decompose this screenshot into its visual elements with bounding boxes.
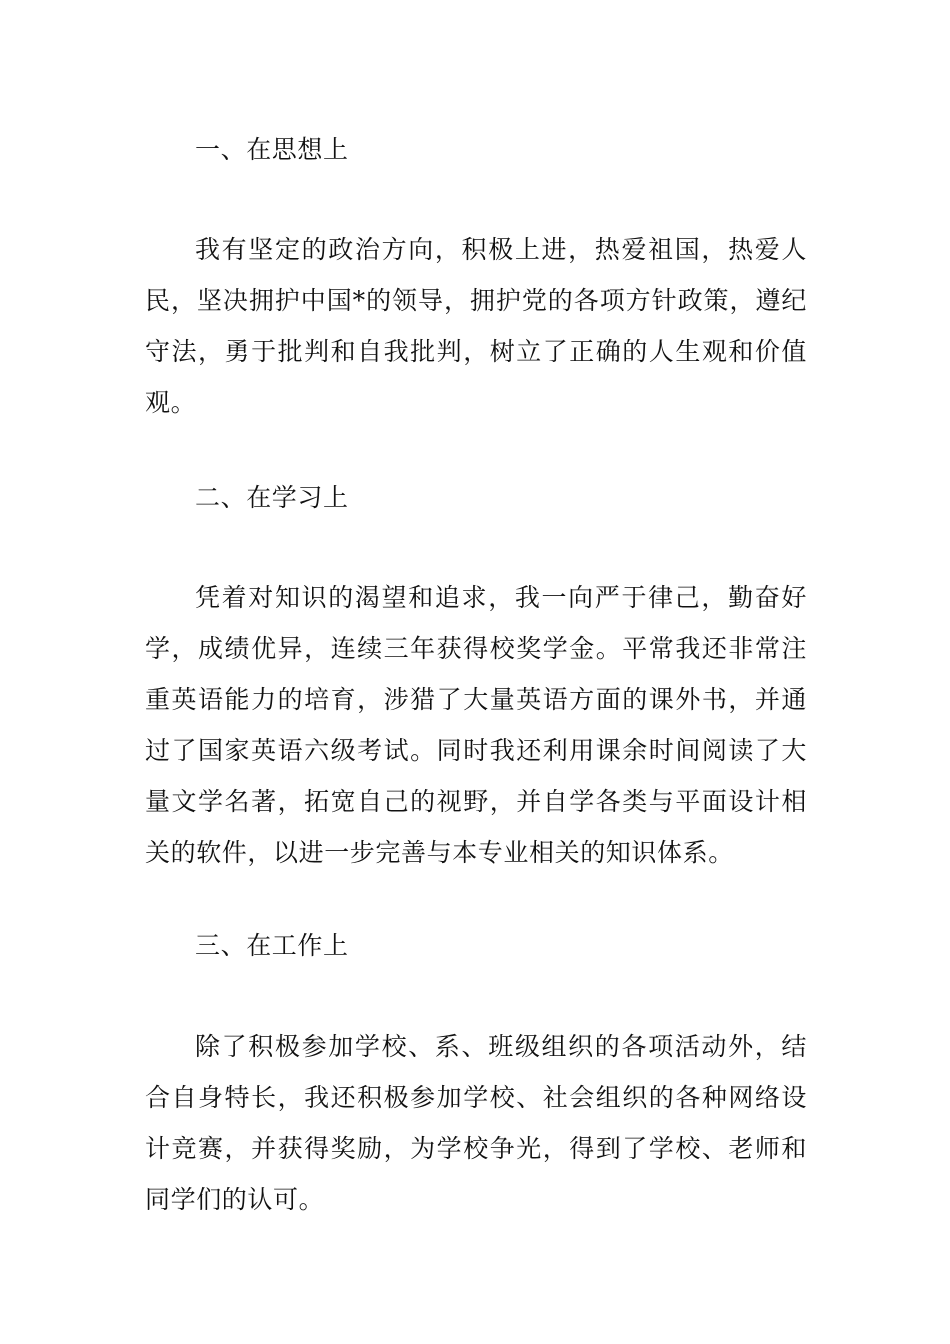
paragraph-study: 凭着对知识的渴望和追求，我一向严于律己，勤奋好学，成绩优异，连续三年获得校奖学金。平常我还非常注重英语能力的培育，涉猎了大量英语方面的课外书，并通过了国家英语六级考试。同时我还利用课余时间阅读了大量文学名著，拓宽自己的视野，并自学各类与平面设计相关的软件，以进一步完善与本专业相关的知识体系。: [145, 583, 807, 867]
section-heading-work: 三、在工作上: [195, 931, 349, 960]
paragraph-work: 除了积极参加学校、系、班级组织的各项活动外，结合自身特长，我还积极参加学校、社会组织的各种网络设计竞赛，并获得奖励，为学校争光，得到了学校、老师和同学们的认可。: [145, 1032, 807, 1214]
section-heading-thought: 一、在思想上: [195, 135, 349, 164]
section-heading-study: 二、在学习上: [195, 483, 349, 512]
paragraph-thought: 我有坚定的政治方向，积极上进，热爱祖国，热爱人民，坚决拥护中国*的领导，拥护党的各项方针政策，遵纪守法，勇于批判和自我批判，树立了正确的人生观和价值观。: [145, 235, 807, 417]
